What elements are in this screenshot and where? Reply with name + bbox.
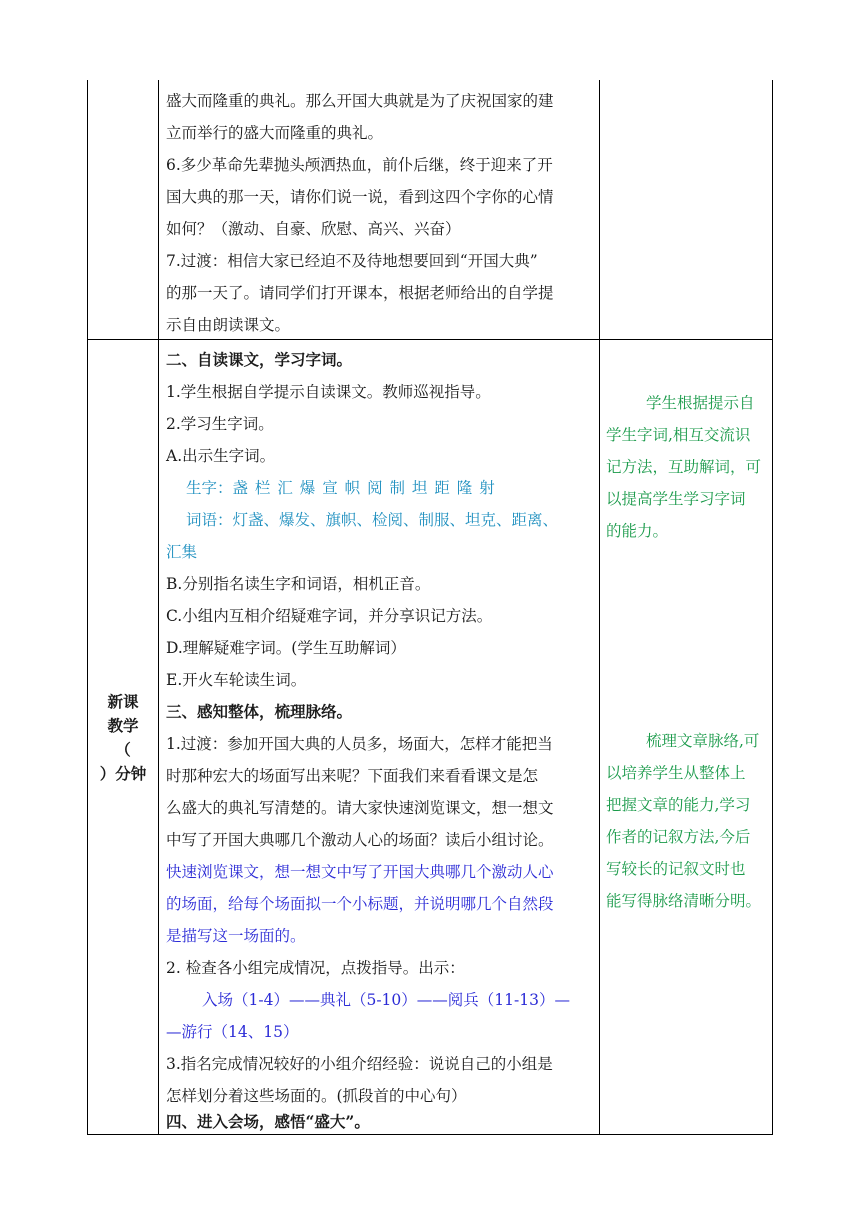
text-line: 国大典的那一天，请你们说一说，看到这四个字你的心情 bbox=[166, 188, 554, 206]
table-border-col2 bbox=[599, 80, 600, 1135]
text-line: 示自由朗读课文。 bbox=[166, 316, 291, 334]
note-line: 把握文章的能力,学习 bbox=[606, 796, 751, 814]
note-line: 学生根据提示自 bbox=[646, 394, 755, 412]
text-line: 立而举行的盛大而隆重的典礼。 bbox=[166, 124, 384, 142]
text-line: 3.指名完成情况较好的小组介绍经验：说说自己的小组是 bbox=[166, 1055, 553, 1073]
text-line: B.分别指名读生字和词语，相机正音。 bbox=[166, 575, 431, 593]
structure-line: 入场（1-4）——典礼（5-10）——阅兵（11-13）— bbox=[202, 991, 570, 1009]
table-border-bottom bbox=[87, 1134, 773, 1135]
text-line: 2.学习生字词。 bbox=[166, 415, 274, 433]
text-line: C.小组内互相介绍疑难字词，并分享识记方法。 bbox=[166, 607, 493, 625]
text-line: 么盛大的典礼写清楚的。请大家快速浏览课文，想一想文 bbox=[166, 799, 554, 817]
table-border-right bbox=[772, 80, 773, 1135]
text-line: 怎样划分着这些场面的。(抓段首的中心句） bbox=[166, 1087, 467, 1105]
note-line: 学生字词,相互交流识 bbox=[606, 426, 751, 444]
new-words-line: 词语：灯盏、爆发、旗帜、检阅、制服、坦克、距离、 bbox=[186, 511, 559, 529]
table-border-col1 bbox=[158, 80, 159, 1135]
text-line: 6.多少革命先辈抛头颅洒热血，前仆后继，终于迎来了开 bbox=[166, 156, 553, 174]
task-line: 的场面，给每个场面拟一个小标题，并说明哪几个自然段 bbox=[166, 895, 554, 913]
text-line: 7.过渡：相信大家已经迫不及待地想要回到“开国大典” bbox=[166, 252, 538, 270]
note-line: 的能力。 bbox=[606, 522, 669, 540]
task-line: 快速浏览课文，想一想文中写了开国大典哪几个激动人心 bbox=[166, 863, 554, 881]
text-line: D.理解疑难字词。(学生互助解词） bbox=[166, 639, 406, 657]
section-label-line: 教学 bbox=[107, 716, 139, 735]
note-line: 能写得脉络清晰分明。 bbox=[606, 892, 762, 910]
text-line: 时那种宏大的场面写出来呢？下面我们来看看课文是怎 bbox=[166, 767, 539, 785]
structure-line: —游行（14、15） bbox=[166, 1023, 299, 1041]
table-border-left bbox=[87, 80, 88, 1135]
text-line: 盛大而隆重的典礼。那么开国大典就是为了庆祝国家的建 bbox=[166, 92, 554, 110]
note-line: 作者的记叙方法,今后 bbox=[606, 828, 751, 846]
heading-3: 三、感知整体，梳理脉络。 bbox=[166, 702, 353, 721]
new-characters-line: 生字：盏 栏 汇 爆 宣 帜 阅 制 坦 距 隆 射 bbox=[186, 479, 495, 497]
section-label-line: （ bbox=[115, 740, 131, 759]
text-line: E.开火车轮读生词。 bbox=[166, 671, 307, 689]
task-line: 是描写这一场面的。 bbox=[166, 927, 306, 945]
text-line: 1.过渡：参加开国大典的人员多，场面大，怎样才能把当 bbox=[166, 735, 553, 753]
text-line: A.出示生字词。 bbox=[166, 447, 276, 465]
heading-4: 四、进入会场，感悟“盛大”。 bbox=[166, 1112, 370, 1131]
section-label-line: 新课 bbox=[107, 692, 139, 711]
section-label-line: ）分钟 bbox=[99, 764, 147, 783]
note-line: 梳理文章脉络,可 bbox=[646, 732, 760, 750]
notes-cell bbox=[606, 0, 772, 1134]
note-line: 写较长的记叙文时也 bbox=[606, 860, 746, 878]
note-line: 记方法，互助解词，可 bbox=[606, 458, 762, 476]
text-line: 中写了开国大典哪几个激动人心的场面？读后小组讨论。 bbox=[166, 831, 554, 849]
note-line: 以培养学生从整体上 bbox=[606, 764, 746, 782]
text-line: 的那一天了。请同学们打开课本，根据老师给出的自学提 bbox=[166, 284, 554, 302]
text-line: 1.学生根据自学提示自读课文。教师巡视指导。 bbox=[166, 383, 491, 401]
heading-2: 二、自读课文，学习字词。 bbox=[166, 350, 353, 369]
new-words-line: 汇集 bbox=[166, 543, 198, 561]
text-line: 如何？（激动、自豪、欣慰、高兴、兴奋） bbox=[166, 220, 461, 238]
main-content-cell bbox=[166, 0, 596, 1134]
text-line: 2. 检查各小组完成情况，点拨指导。出示： bbox=[166, 959, 465, 977]
note-line: 以提高学生学习字词 bbox=[606, 490, 746, 508]
